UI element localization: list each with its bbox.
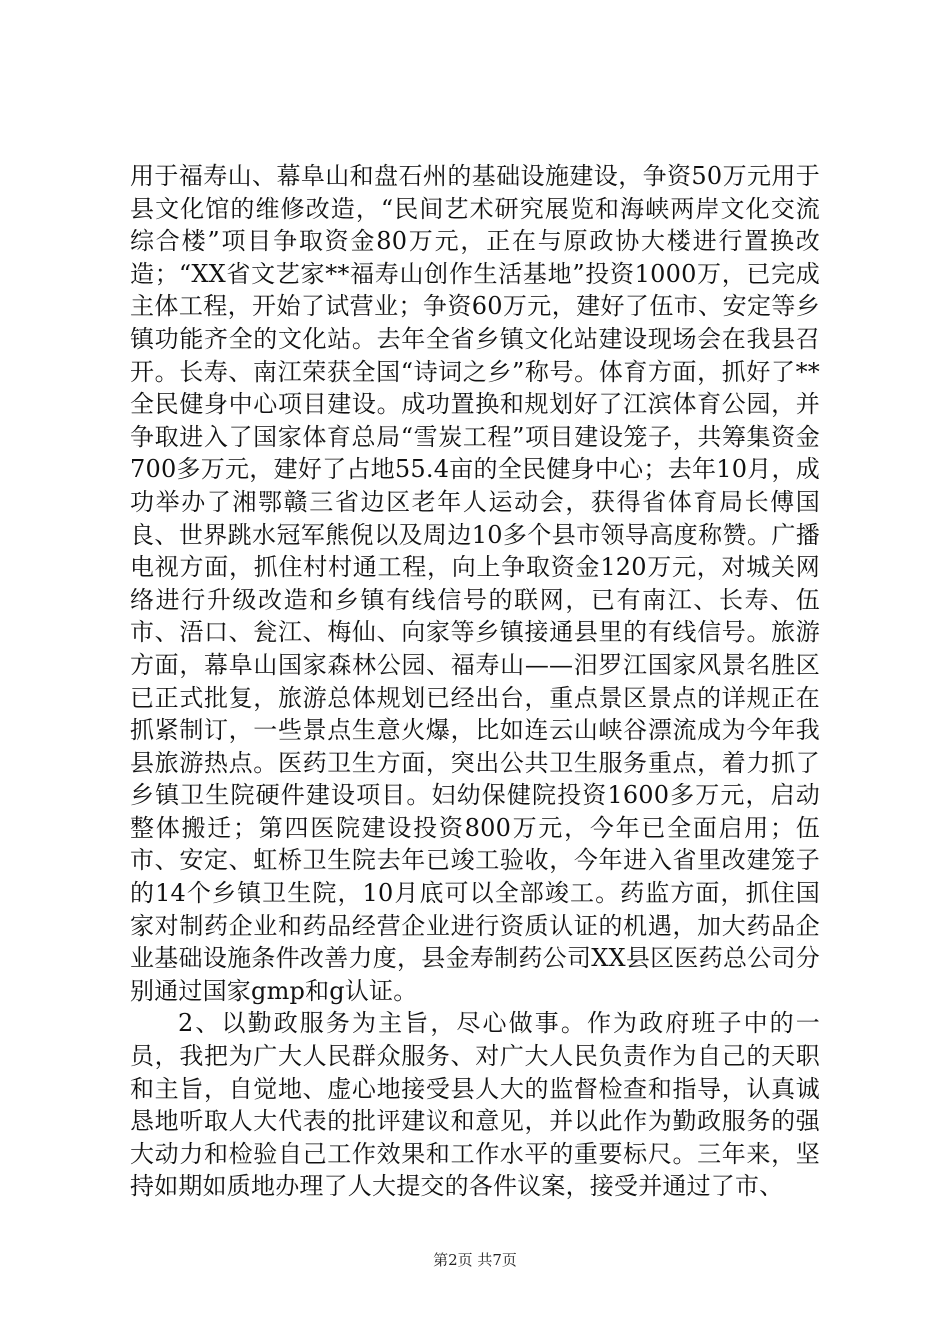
page-footer: 第2页 共7页 [433,1251,517,1269]
paragraph-1: 用于福寿山、幕阜山和盘石州的基础设施建设，争资50万元用于县文化馆的维修改造，“民间艺术研究展览和海峡两岸文化交流综合楼”项目争取资金80万元，正在与原政协大楼进行置换改造；“XX省文艺家**福寿山创作生活基地”投资1000万，已完成主体工程，开始了试营业；争资60万元，建好了伍市、安定等乡镇功能齐全的文化站。去年全省乡镇文化站建设现场会在我县召开。长寿、南江荣获全国“诗词之乡”称号。体育方面，抓好了**全民健身中心项目建设。成功置换和规划好了江滨体育公园，并争取进入了国家体育总局“雪炭工程”项目建设笼子，共筹集资金700多万元，建好了占地55.4亩的全民健身中心；去年10月，成功举办了湘鄂赣三省边区老年人运动会，获得省体育局长傅国良、世界跳水冠军熊倪以及周边10多个县市领导高度称赞。广播电视方面，抓住村村通工程，向上争取资金120万元，对城关网络进行升级改造和乡镇有线信号的联网，已有南江、长寿、伍市、浯口、瓮江、梅仙、向家等乡镇接通县里的有线信号。旅游方面，幕阜山国家森林公园、福寿山——汨罗江国家风景名胜区已正式批复，旅游总体规划已经出台，重点景区景点的详规正在抓紧制订，一些景点生意火爆，比如连云山峡谷漂流成为今年我县旅游热点。医药卫生方面，突出公共卫生服务重点，着力抓了乡镇卫生院硬件建设项目。妇幼保健院投资1600多万元，启动整体搬迁；第四医院建设投资800万元，今年已全面启用；伍市、安定、虹桥卫生院去年已竣工验收，今年进入省里改建笼子的14个乡镇卫生院，10月底可以全部竣工。药监方面，抓住国家对制药企业和药品经营企业进行资质认证的机遇，加大药品企业基础设施条件改善力度，县金寿制药公司XX县区医药总公司分别通过国家gmp和g认证。 [130,162,820,1005]
paragraph-2: 2、以勤政服务为主旨，尽心做事。作为政府班子中的一员，我把为广大人民群众服务、对广大人民负责作为自己的天职和主旨，自觉地、虚心地接受县人大的监督检查和指导，认真诚恳地听取人大代表的批评建议和意见，并以此作为勤政服务的强大动力和检验自己工作效果和工作水平的重要标尺。三年来，坚持如期如质地办理了人大提交的各件议案，接受并通过了市、 [130,1009,820,1201]
body-text [130,160,820,1203]
